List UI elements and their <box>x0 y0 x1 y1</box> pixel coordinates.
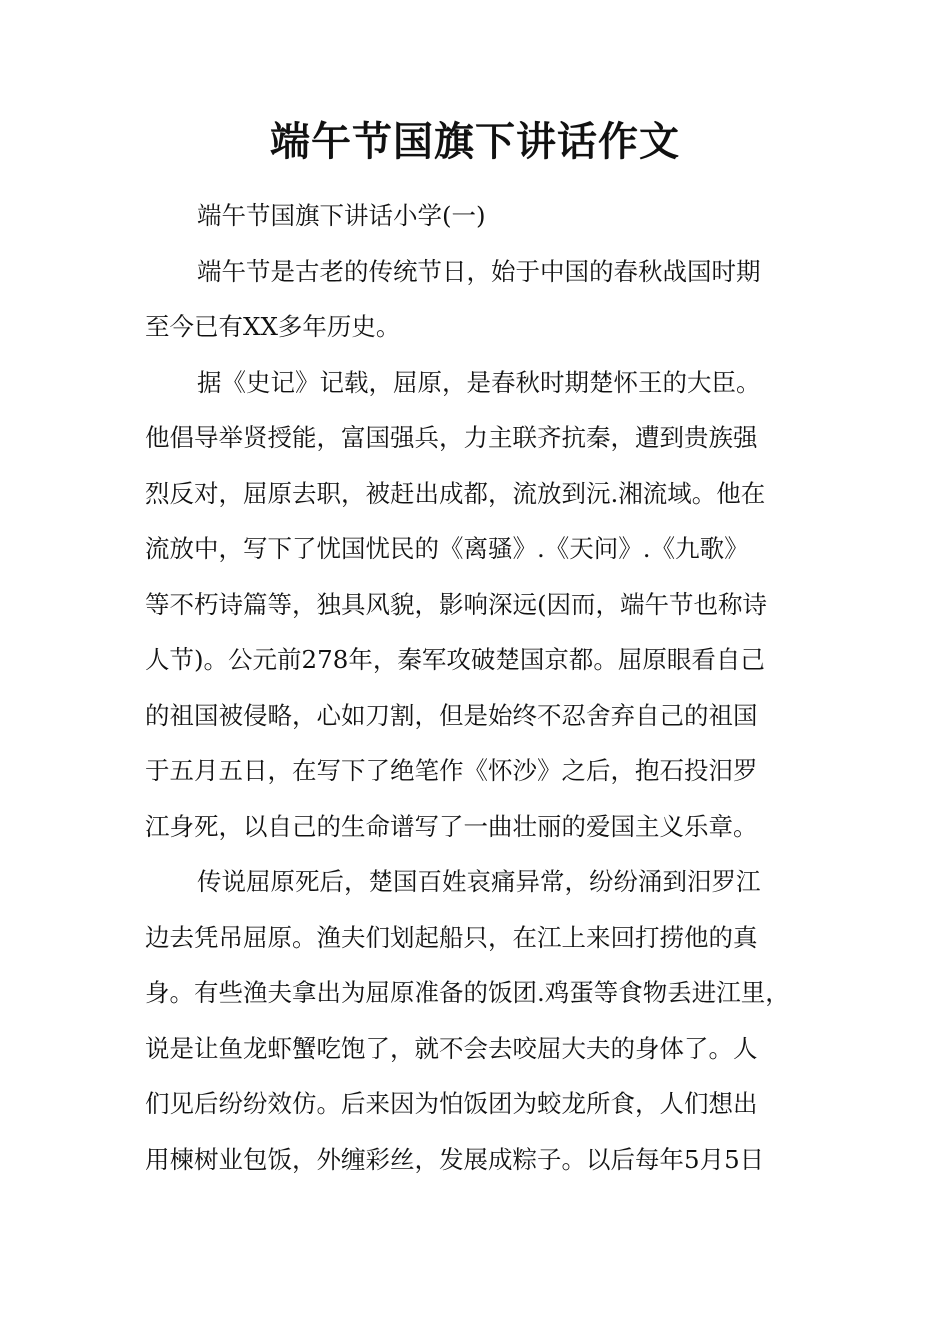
paragraph-line: 端午节是古老的传统节日，始于中国的春秋战国时期 <box>197 256 761 286</box>
paragraph-line: 等不朽诗篇等，独具风貌，影响深远(因而，端午节也称诗 <box>145 589 768 619</box>
paragraph-line: 于五月五日，在写下了绝笔作《怀沙》之后，抱石投汨罗 <box>145 756 758 785</box>
subtitle-line: 端午节国旗下讲话小学(一) <box>197 201 486 230</box>
paragraph-line: 烈反对，屈原去职，被赶出成都，流放到沅.湘流域。他在 <box>145 478 766 508</box>
paragraph-line: 说是让鱼龙虾蟹吃饱了，就不会去咬屈大夫的身体了。人 <box>145 1033 758 1063</box>
document-title: 端午节国旗下讲话作文 <box>270 118 680 165</box>
paragraph-line: 用楝树业包饭，外缠彩丝，发展成粽子。以后每年5月5日 <box>145 1144 765 1174</box>
paragraph-line: 流放中，写下了忧国忧民的《离骚》.《天问》.《九歌》 <box>145 534 749 563</box>
paragraph-line: 传说屈原死后，楚国百姓哀痛异常，纷纷涌到汨罗江 <box>197 867 761 896</box>
paragraph-line: 至今已有XX多年历史。 <box>145 312 401 341</box>
paragraph-line: 身。有些渔夫拿出为屈原准备的饭团.鸡蛋等食物丢进江里， <box>145 978 790 1007</box>
paragraph-line: 的祖国被侵略，心如刀割，但是始终不忍舍弃自己的祖国 <box>145 700 758 730</box>
paragraph-line: 们见后纷纷效仿。后来因为怕饭团为蛟龙所食，人们想出 <box>145 1089 758 1118</box>
paragraph-line: 江身死，以自己的生命谱写了一曲壮丽的爱国主义乐章。 <box>145 811 758 841</box>
document-body <box>145 188 810 1187</box>
paragraph-line: 据《史记》记载，屈原，是春秋时期楚怀王的大臣。 <box>197 367 761 397</box>
paragraph-line: 人节)。公元前278年，秦军攻破楚国京都。屈原眼看自己 <box>145 645 765 674</box>
paragraph-line: 他倡导举贤授能，富国强兵，力主联齐抗秦，遭到贵族强 <box>145 423 758 452</box>
paragraph-line: 边去凭吊屈原。渔夫们划起船只，在江上来回打捞他的真 <box>145 922 758 952</box>
